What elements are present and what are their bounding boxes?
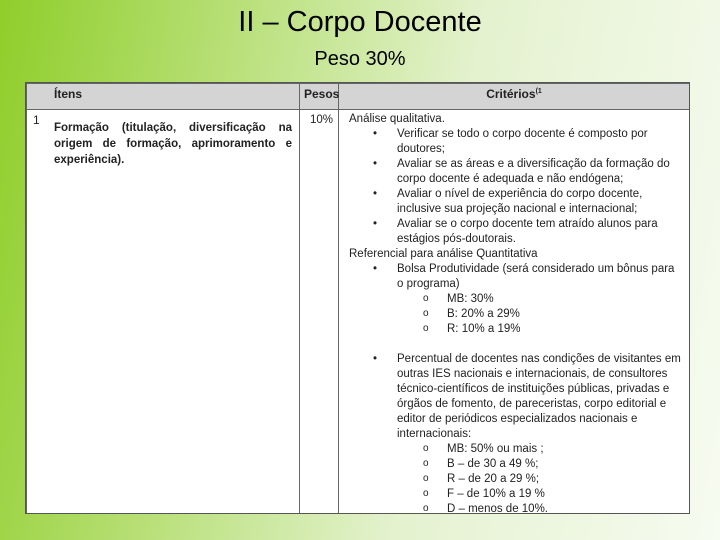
header-criterios xyxy=(339,84,690,110)
list-item: o B – de 30 a 49 %; xyxy=(349,457,683,472)
percentual-item: • Percentual de docentes nas condições de visitantes em outras IES nacionais e internacionais, de consultores técnico-científicos de instituições públicas, privadas e órgãos de fomento, de pareceristas, corpo editorial e editor de periódicos especializados nacionais e internacionais: xyxy=(349,352,683,442)
peso-value: 10% xyxy=(300,110,339,515)
row-number: 1 xyxy=(33,113,40,127)
list-item: o MB: 30% xyxy=(349,292,683,307)
percentual-list xyxy=(349,352,683,514)
quantitative-list xyxy=(349,262,683,337)
slide-title: II – Corpo Docente xyxy=(238,6,482,38)
qualitative-title: Análise qualitativa. xyxy=(349,113,445,125)
list-item: • Avaliar o nível de experiência do corpo docente, inclusive sua projeção nacional e internacional; xyxy=(349,187,683,217)
qualitative-list xyxy=(349,127,683,247)
criteria-table xyxy=(26,83,690,514)
slide-subtitle: Peso 30% xyxy=(314,48,406,70)
item-description: Formação (titulação, diversificação na origem de formação, aprimoramento e experiência). xyxy=(54,122,292,166)
document-table-image xyxy=(25,82,690,514)
list-item: • Avaliar se as áreas e a diversificação da formação do corpo docente é adequada e não endógena; xyxy=(349,157,683,187)
item-cell xyxy=(27,110,300,515)
table-row xyxy=(27,110,690,515)
header-criterios-label: Critérios xyxy=(486,87,536,101)
list-item: • Avaliar se o corpo docente tem atraído alunos para estágios pós-doutorais. xyxy=(349,217,683,247)
list-item: o D – menos de 10%. xyxy=(349,502,683,514)
spacer xyxy=(349,337,683,352)
header-itens: Ítens xyxy=(27,84,300,110)
list-item: o MB: 50% ou mais ; xyxy=(349,442,683,457)
header-pesos: Pesos xyxy=(300,84,339,110)
header-criterios-note: (1 xyxy=(535,88,542,95)
table-header-row xyxy=(27,84,690,110)
list-item: o B: 20% a 29% xyxy=(349,307,683,322)
quantitative-title: Referencial para análise Quantitativa xyxy=(349,248,538,260)
list-item: • Verificar se todo o corpo docente é composto por doutores; xyxy=(349,127,683,157)
list-item: o F – de 10% a 19 % xyxy=(349,487,683,502)
bolsa-item: • Bolsa Produtividade (será considerado um bônus para o programa) xyxy=(349,262,683,292)
criteria-cell xyxy=(339,110,690,515)
list-item: o R: 10% a 19% xyxy=(349,322,683,337)
list-item: o R – de 20 a 29 %; xyxy=(349,472,683,487)
